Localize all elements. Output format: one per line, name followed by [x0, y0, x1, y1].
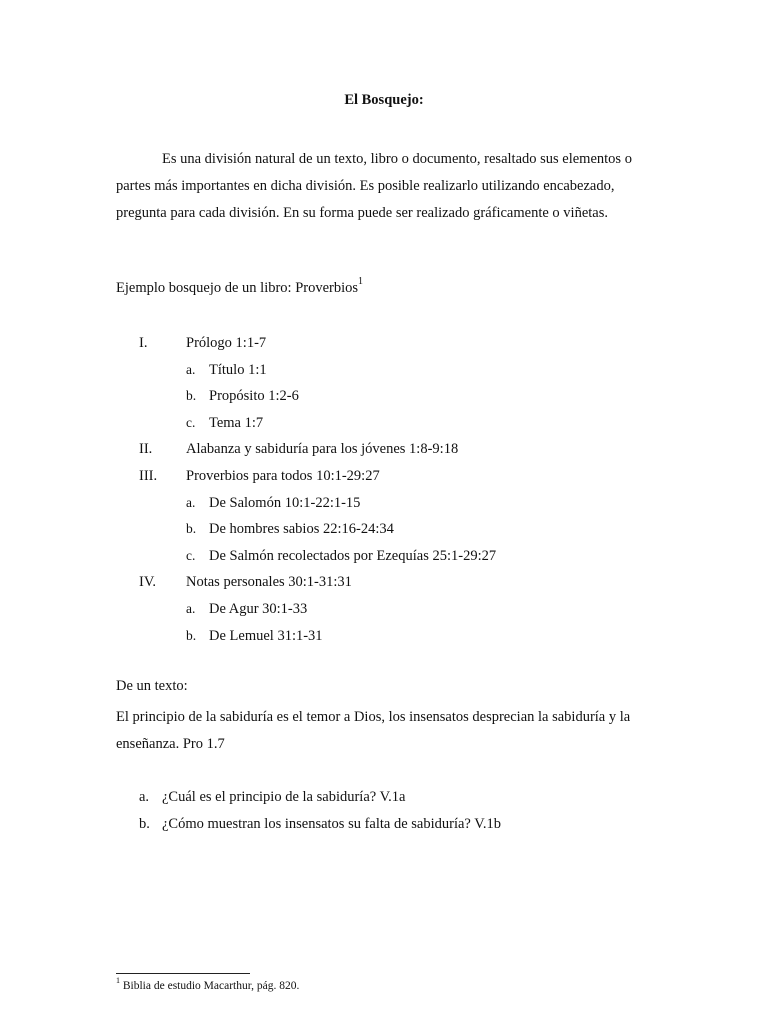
footnote-separator	[116, 973, 250, 974]
outline-section-number: III.	[139, 468, 158, 484]
footnote	[116, 977, 299, 992]
outline-subitem	[0, 383, 768, 409]
question-letter: b.	[139, 816, 150, 832]
outline-section	[0, 330, 768, 356]
outline-subitem-letter: a.	[186, 495, 196, 510]
outline-subitem-letter: a.	[186, 362, 196, 377]
intro-paragraph	[116, 146, 656, 227]
outline-section-number: II.	[139, 441, 153, 457]
question-text: ¿Cuál es el principio de la sabiduría? V.1a	[162, 789, 406, 805]
outline-section-text: Prólogo 1:1-7	[186, 335, 267, 351]
outline-subitem	[0, 490, 768, 516]
outline-subitem-text: Propósito 1:2-6	[209, 388, 299, 404]
outline-section-text: Notas personales 30:1-31:31	[186, 574, 352, 590]
outline-section-text: Alabanza y sabiduría para los jóvenes 1:8-9:18	[186, 441, 459, 457]
outline-section-number: I.	[139, 335, 148, 351]
outline-subitem	[0, 623, 768, 649]
document-title: El Bosquejo:	[344, 92, 424, 108]
outline-section	[0, 463, 768, 489]
outline-subitem	[0, 410, 768, 436]
outline-section-text: Proverbios para todos 10:1-29:27	[186, 468, 380, 484]
outline-subitem-text: De Lemuel 31:1-31	[209, 628, 323, 644]
question-item	[0, 784, 768, 810]
outline-section-number: IV.	[139, 574, 157, 590]
outline-subitem-text: Tema 1:7	[209, 415, 264, 431]
outline-subitem-text: De Salomón 10:1-22:1-15	[209, 495, 361, 511]
text-section-label: De un texto:	[116, 678, 188, 694]
text-section-paragraph: El principio de la sabiduría es el temor a Dios, los insensatos desprecian la sabiduría y la enseñanza. Pro 1.7	[116, 709, 631, 752]
outline-subitem-letter: b.	[186, 628, 197, 643]
footnote-number: 1	[116, 976, 120, 985]
footnote-reference: 1	[358, 276, 364, 287]
outline-subitem-text: De hombres sabios 22:16-24:34	[209, 521, 394, 537]
outline-subitem-letter: c.	[186, 415, 196, 430]
question-letter: a.	[139, 789, 150, 805]
intro-paragraph-text: Es una división natural de un texto, libro o documento, resaltado sus elementos o partes más importantes en dicha división. Es posible realizarlo utilizando encabezado, pregunta para cada división. En su forma puede ser realizado gráficamente o viñetas.	[116, 151, 632, 221]
example-label	[116, 278, 363, 297]
outline-subitem-letter: b.	[186, 388, 197, 403]
footnote-text: Biblia de estudio Macarthur, pág. 820.	[122, 979, 300, 992]
question-text: ¿Cómo muestran los insensatos su falta de sabiduría? V.1b	[162, 816, 501, 832]
outline-subitem-letter: a.	[186, 601, 196, 616]
outline-section	[0, 569, 768, 595]
example-label-text: Ejemplo bosquejo de un libro: Proverbios	[116, 279, 359, 296]
outline-subitem	[0, 596, 768, 622]
question-item	[0, 811, 768, 837]
outline-subitem	[0, 516, 768, 542]
outline-subitem-text: Título 1:1	[209, 362, 267, 378]
outline-subitem-letter: b.	[186, 521, 197, 536]
outline-subitem-text: De Agur 30:1-33	[209, 601, 308, 617]
outline-section	[0, 436, 768, 462]
outline-subitem-text: De Salmón recolectados por Ezequías 25:1-29:27	[209, 548, 497, 564]
outline-subitem	[0, 357, 768, 383]
outline-subitem-letter: c.	[186, 548, 196, 563]
outline-subitem	[0, 543, 768, 569]
